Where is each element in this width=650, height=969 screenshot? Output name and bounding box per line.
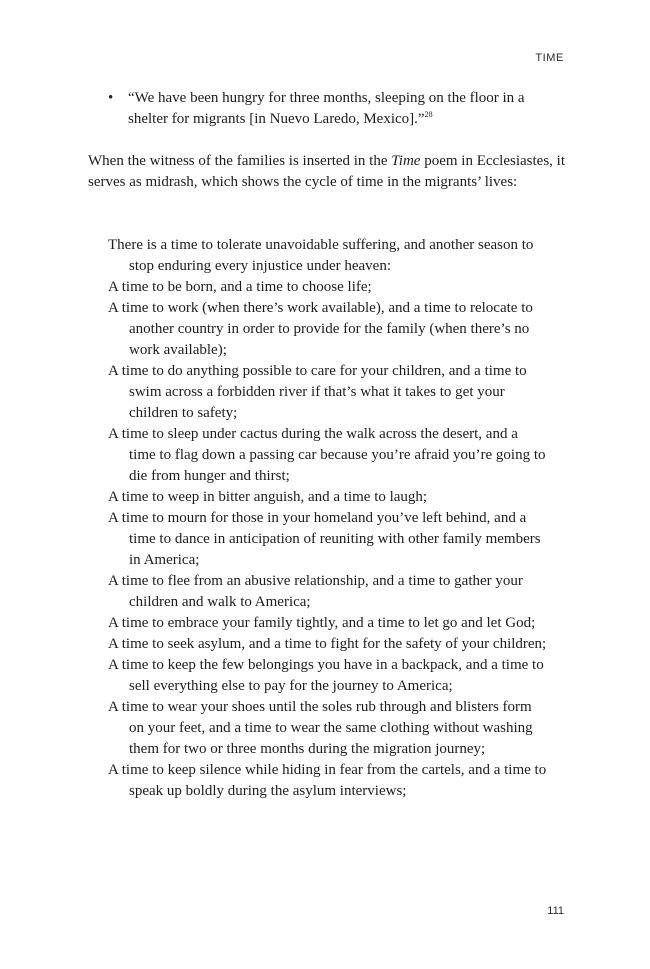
poem-line: A time to work (when there’s work available), and a time to relocate to another country in order to provide for the family (when there’s no work available); [108,300,533,358]
poem-line: A time to wear your shoes until the soles rub through and blisters form on your feet, and a time to wear the same clothing without washing them for two or three months during the migration journey; [108,699,533,757]
poem-line: A time to weep in bitter anguish, and a time to laugh; [108,489,428,505]
poem [108,235,548,802]
poem-line: A time to keep the few belongings you have in a backpack, and a time to sell everything else to pay for the journey to America; [108,657,544,694]
poem-line: A time to do anything possible to care for your children, and a time to swim across a forbidden river if that’s what it takes to get your children to safety; [108,363,527,421]
poem-line: A time to flee from an abusive relationship, and a time to gather your children and walk to America; [108,573,523,610]
bullet-quote-text-wrapper [108,88,568,130]
running-head: TIME [535,52,564,64]
poem-line: There is a time to tolerate unavoidable suffering, and another season to stop enduring every injustice under heaven: [108,237,534,274]
footnote-ref: 28 [424,110,433,119]
poem-line: A time to mourn for those in your homeland you’ve left behind, and a time to dance in anticipation of reuniting with other family members in America; [108,510,541,568]
poem-line: A time to seek asylum, and a time to fight for the safety of your children; [108,636,547,652]
bullet-quote-text: “We have been hungry for three months, sleeping on the floor in a shelter for migrants [in Nuevo Laredo, Mexico].” [128,90,525,127]
bullet-marker: • [108,90,114,106]
poem-line: A time to embrace your family tightly, and a time to let go and let God; [108,615,536,631]
poem-line: A time to sleep under cactus during the walk across the desert, and a time to flag down a passing car because you’re afraid you’re going to die from hunger and thirst; [108,426,546,484]
intro-text-after: poem in Ecclesiastes, it serves as midrash, which shows the cycle of time in the migrants’ lives: [88,153,565,190]
intro-text-before: When the witness of the families is inserted in the [88,153,392,169]
poem-line: A time to be born, and a time to choose life; [108,279,372,295]
poem-line: A time to keep silence while hiding in fear from the cartels, and a time to speak up boldly during the asylum interviews; [108,762,547,799]
bullet-quote [108,88,568,130]
intro-paragraph [88,151,568,193]
poem-title-italic: Time [391,153,421,169]
page-number: 111 [547,905,564,917]
